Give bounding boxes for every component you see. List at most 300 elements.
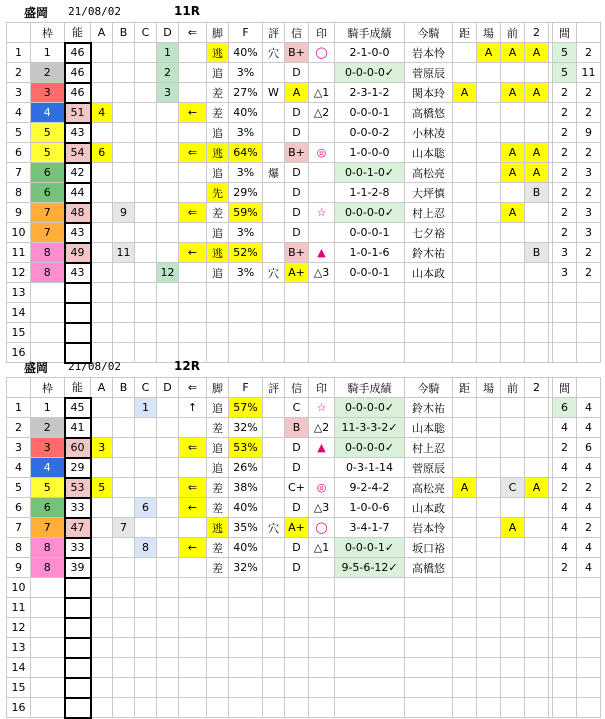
evaluation (263, 658, 285, 678)
ability-value: 44 (65, 183, 91, 203)
col-d (157, 323, 179, 343)
col-ni: A (525, 143, 549, 163)
race-header-12r (6, 359, 600, 375)
col-a (91, 243, 113, 263)
col-d: 3 (157, 83, 179, 103)
confidence (285, 578, 309, 598)
interval-1 (553, 598, 577, 618)
interval-1: 4 (553, 498, 577, 518)
col-kyo (453, 458, 477, 478)
col-b (113, 43, 135, 63)
header-cell: ⇐ (179, 23, 207, 43)
frame-number (31, 678, 65, 698)
row-number: 7 (7, 163, 31, 183)
col-d (157, 163, 179, 183)
col-mae: C (501, 478, 525, 498)
running-style: 追 (207, 398, 229, 418)
col-mae (501, 698, 525, 718)
jockey-name (405, 283, 453, 303)
row-number: 9 (7, 203, 31, 223)
row-number: 13 (7, 638, 31, 658)
col-b (113, 263, 135, 283)
confidence: D (285, 438, 309, 458)
mark (309, 283, 335, 303)
table-row (7, 123, 601, 143)
col-a (91, 598, 113, 618)
venue-label: 盛岡 (24, 361, 49, 375)
confidence (285, 658, 309, 678)
col-a (91, 518, 113, 538)
header-cell: C (135, 23, 157, 43)
frame-number: 7 (31, 518, 65, 538)
col-a (91, 538, 113, 558)
header-cell: 前 (501, 378, 525, 398)
row-number: 14 (7, 303, 31, 323)
col-ba (477, 458, 501, 478)
col-ni: A (525, 163, 549, 183)
confidence: D (285, 223, 309, 243)
col-d (157, 203, 179, 223)
col-d (157, 438, 179, 458)
evaluation (263, 398, 285, 418)
header-cell: 2 (525, 23, 549, 43)
table-row (7, 558, 601, 578)
mark: ◯ (309, 43, 335, 63)
evaluation (263, 478, 285, 498)
ability-value (65, 283, 91, 303)
ability-value (65, 598, 91, 618)
jockey-record: 3-4-1-7 (335, 518, 405, 538)
jockey-name (405, 678, 453, 698)
header-cell: 騎手成績 (335, 23, 405, 43)
col-kyo: A (453, 478, 477, 498)
interval-2: 4 (577, 458, 601, 478)
race-date: 21/08/02 (68, 360, 121, 373)
row-number: 10 (7, 578, 31, 598)
col-b (113, 163, 135, 183)
f-percent: 32% (229, 418, 263, 438)
ability-value: 43 (65, 263, 91, 283)
col-b (113, 438, 135, 458)
ability-value (65, 698, 91, 718)
mark (309, 678, 335, 698)
table-row (7, 303, 601, 323)
interval-1: 2 (553, 203, 577, 223)
col-kyo: A (453, 83, 477, 103)
col-a (91, 283, 113, 303)
col-kyo (453, 123, 477, 143)
col-ba (477, 303, 501, 323)
frame-number: 1 (31, 43, 65, 63)
interval-1: 2 (553, 103, 577, 123)
row-number: 2 (7, 418, 31, 438)
interval-1: 2 (553, 143, 577, 163)
frame-number (31, 598, 65, 618)
row-number: 9 (7, 558, 31, 578)
evaluation (263, 538, 285, 558)
col-a (91, 163, 113, 183)
jockey-record (335, 678, 405, 698)
col-mae (501, 598, 525, 618)
f-percent (229, 303, 263, 323)
jockey-record: 0-0-0-0✓ (335, 203, 405, 223)
running-style: 追 (207, 223, 229, 243)
col-ba (477, 418, 501, 438)
header-cell: 脚 (207, 378, 229, 398)
jockey-record: 2-1-0-0 (335, 43, 405, 63)
col-kyo (453, 498, 477, 518)
interval-1 (553, 658, 577, 678)
col-mae (501, 398, 525, 418)
col-ni (525, 578, 549, 598)
jockey-record (335, 698, 405, 718)
col-mae (501, 123, 525, 143)
table-row (7, 418, 601, 438)
col-b (113, 183, 135, 203)
col-c (135, 578, 157, 598)
jockey-name: 大坪慎 (405, 183, 453, 203)
col-ba (477, 658, 501, 678)
f-percent: 3% (229, 123, 263, 143)
jockey-name: 菅原辰 (405, 63, 453, 83)
confidence (285, 678, 309, 698)
col-b (113, 658, 135, 678)
col-mae (501, 618, 525, 638)
col-kyo (453, 63, 477, 83)
col-d (157, 398, 179, 418)
arrow-mark (179, 183, 207, 203)
col-a (91, 83, 113, 103)
running-style: 追 (207, 123, 229, 143)
col-mae (501, 323, 525, 343)
col-c (135, 558, 157, 578)
col-mae (501, 438, 525, 458)
f-percent: 3% (229, 263, 263, 283)
col-c (135, 323, 157, 343)
mark: △1 (309, 83, 335, 103)
col-c (135, 418, 157, 438)
arrow-mark (179, 223, 207, 243)
row-number: 5 (7, 123, 31, 143)
interval-1: 2 (553, 223, 577, 243)
col-c: 8 (135, 538, 157, 558)
evaluation: 穴 (263, 263, 285, 283)
mark (309, 63, 335, 83)
mark: △1 (309, 538, 335, 558)
col-b (113, 458, 135, 478)
col-b (113, 418, 135, 438)
col-d: 12 (157, 263, 179, 283)
evaluation (263, 203, 285, 223)
ability-value: 45 (65, 398, 91, 418)
col-c (135, 458, 157, 478)
interval-1: 4 (553, 518, 577, 538)
header-cell: 騎手成績 (335, 378, 405, 398)
col-b (113, 223, 135, 243)
confidence: B (285, 418, 309, 438)
header-cell (577, 378, 601, 398)
frame-number (31, 323, 65, 343)
col-ni (525, 323, 549, 343)
evaluation (263, 143, 285, 163)
running-style: 追 (207, 458, 229, 478)
col-mae: A (501, 143, 525, 163)
f-percent: 35% (229, 518, 263, 538)
table-row (7, 398, 601, 418)
f-percent: 32% (229, 558, 263, 578)
ability-value: 60 (65, 438, 91, 458)
evaluation: 穴 (263, 43, 285, 63)
col-c (135, 283, 157, 303)
col-ba (477, 558, 501, 578)
jockey-record: 0-3-1-14 (335, 458, 405, 478)
ability-value: 47 (65, 518, 91, 538)
interval-1: 2 (553, 478, 577, 498)
col-ba (477, 183, 501, 203)
col-ba (477, 123, 501, 143)
arrow-mark: ← (179, 498, 207, 518)
col-kyo (453, 183, 477, 203)
evaluation (263, 418, 285, 438)
col-kyo (453, 678, 477, 698)
running-style: 差 (207, 83, 229, 103)
running-style: 追 (207, 263, 229, 283)
col-c (135, 223, 157, 243)
row-number: 8 (7, 538, 31, 558)
interval-2: 4 (577, 418, 601, 438)
interval-1 (553, 303, 577, 323)
col-d (157, 678, 179, 698)
running-style (207, 303, 229, 323)
arrow-mark (179, 638, 207, 658)
arrow-mark (179, 678, 207, 698)
row-number: 3 (7, 83, 31, 103)
col-d (157, 518, 179, 538)
frame-number (31, 303, 65, 323)
table-row (7, 518, 601, 538)
f-percent (229, 638, 263, 658)
header-cell: 印 (309, 378, 335, 398)
header-cell: 場 (477, 378, 501, 398)
confidence: D (285, 63, 309, 83)
table-row (7, 458, 601, 478)
col-a (91, 698, 113, 718)
race-number: 12R (174, 359, 200, 373)
col-c (135, 263, 157, 283)
col-kyo (453, 698, 477, 718)
table-row (7, 223, 601, 243)
confidence: D (285, 558, 309, 578)
ability-value: 43 (65, 123, 91, 143)
col-c (135, 63, 157, 83)
header-cell: 枠 (31, 23, 65, 43)
confidence: A+ (285, 518, 309, 538)
col-ni: A (525, 478, 549, 498)
f-percent: 59% (229, 203, 263, 223)
col-mae (501, 678, 525, 698)
mark: ☆ (309, 398, 335, 418)
jockey-record: 0-0-0-0✓ (335, 63, 405, 83)
col-kyo (453, 658, 477, 678)
col-ni (525, 458, 549, 478)
mark: ▲ (309, 438, 335, 458)
jockey-record: 0-0-0-0✓ (335, 398, 405, 418)
table-row (7, 598, 601, 618)
mark (309, 183, 335, 203)
col-a (91, 43, 113, 63)
col-b (113, 598, 135, 618)
jockey-record: 0-0-0-1 (335, 223, 405, 243)
col-ni (525, 498, 549, 518)
table-row (7, 63, 601, 83)
jockey-record (335, 598, 405, 618)
confidence: D (285, 458, 309, 478)
interval-1: 2 (553, 163, 577, 183)
confidence: D (285, 123, 309, 143)
frame-number (31, 698, 65, 718)
col-a (91, 183, 113, 203)
mark (309, 223, 335, 243)
evaluation (263, 123, 285, 143)
frame-number: 8 (31, 263, 65, 283)
frame-number: 7 (31, 223, 65, 243)
interval-2: 6 (577, 438, 601, 458)
table-row (7, 243, 601, 263)
jockey-record (335, 578, 405, 598)
header-cell: 2 (525, 378, 549, 398)
arrow-mark: ← (179, 103, 207, 123)
frame-number: 5 (31, 143, 65, 163)
col-b (113, 678, 135, 698)
frame-number: 5 (31, 478, 65, 498)
mark (309, 123, 335, 143)
interval-1: 5 (553, 43, 577, 63)
evaluation (263, 678, 285, 698)
header-cell-no (7, 23, 31, 43)
col-ni (525, 103, 549, 123)
running-style: 逃 (207, 518, 229, 538)
col-a (91, 223, 113, 243)
col-ni (525, 678, 549, 698)
col-c (135, 43, 157, 63)
running-style (207, 658, 229, 678)
col-ni (525, 263, 549, 283)
col-c (135, 638, 157, 658)
col-b: 7 (113, 518, 135, 538)
col-c (135, 103, 157, 123)
jockey-record: 1-0-0-6 (335, 498, 405, 518)
running-style: 追 (207, 163, 229, 183)
interval-1 (553, 678, 577, 698)
col-mae: A (501, 83, 525, 103)
interval-2: 2 (577, 478, 601, 498)
arrow-mark: ← (179, 538, 207, 558)
col-kyo (453, 143, 477, 163)
col-mae (501, 638, 525, 658)
interval-2: 2 (577, 43, 601, 63)
arrow-mark: ⇐ (179, 478, 207, 498)
arrow-mark (179, 63, 207, 83)
interval-1 (553, 638, 577, 658)
col-ni (525, 438, 549, 458)
confidence (285, 283, 309, 303)
running-style: 追 (207, 438, 229, 458)
col-mae: A (501, 43, 525, 63)
ability-value: 33 (65, 538, 91, 558)
jockey-name (405, 618, 453, 638)
frame-number (31, 638, 65, 658)
confidence: B+ (285, 243, 309, 263)
row-number: 16 (7, 698, 31, 718)
col-kyo (453, 223, 477, 243)
f-percent (229, 323, 263, 343)
frame-number: 4 (31, 103, 65, 123)
col-ni (525, 558, 549, 578)
mark (309, 698, 335, 718)
f-percent: 3% (229, 63, 263, 83)
interval-1: 2 (553, 83, 577, 103)
col-kyo (453, 418, 477, 438)
f-percent: 40% (229, 103, 263, 123)
evaluation: 爆 (263, 163, 285, 183)
col-b (113, 558, 135, 578)
ability-value: 54 (65, 143, 91, 163)
col-d (157, 538, 179, 558)
interval-2 (577, 303, 601, 323)
col-kyo (453, 638, 477, 658)
jockey-record (335, 618, 405, 638)
col-c (135, 203, 157, 223)
col-a: 4 (91, 103, 113, 123)
col-ni (525, 398, 549, 418)
jockey-name: 山本聡 (405, 143, 453, 163)
col-c (135, 303, 157, 323)
evaluation (263, 498, 285, 518)
col-ni: A (525, 83, 549, 103)
table-row (7, 578, 601, 598)
col-b (113, 123, 135, 143)
running-style (207, 678, 229, 698)
mark: ◎ (309, 478, 335, 498)
ability-value: 46 (65, 43, 91, 63)
col-a (91, 558, 113, 578)
col-ba (477, 698, 501, 718)
jockey-name: 小林凌 (405, 123, 453, 143)
jockey-record: 0-0-0-2 (335, 123, 405, 143)
jockey-record: 0-0-1-0✓ (335, 163, 405, 183)
col-ni (525, 123, 549, 143)
f-percent: 64% (229, 143, 263, 163)
frame-number: 5 (31, 123, 65, 143)
frame-number: 8 (31, 538, 65, 558)
header-cell: 間 (553, 378, 577, 398)
confidence: D (285, 163, 309, 183)
col-c (135, 658, 157, 678)
evaluation (263, 618, 285, 638)
evaluation (263, 598, 285, 618)
col-d (157, 123, 179, 143)
frame-number: 6 (31, 163, 65, 183)
col-c (135, 243, 157, 263)
evaluation: 穴 (263, 518, 285, 538)
jockey-name (405, 323, 453, 343)
col-ni (525, 63, 549, 83)
interval-2: 2 (577, 83, 601, 103)
f-percent: 27% (229, 83, 263, 103)
running-style: 差 (207, 103, 229, 123)
jockey-name: 七夕裕 (405, 223, 453, 243)
f-percent (229, 698, 263, 718)
